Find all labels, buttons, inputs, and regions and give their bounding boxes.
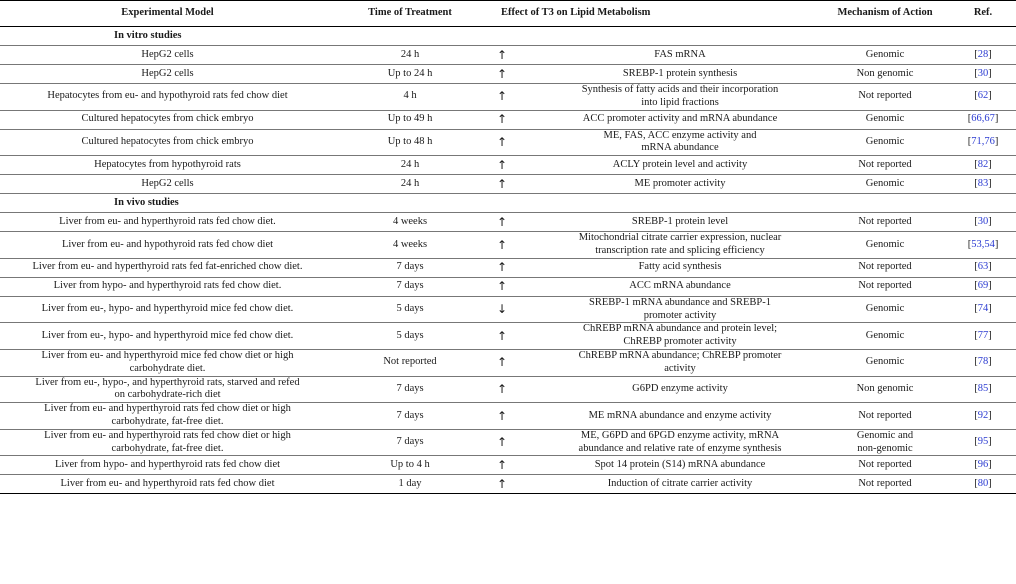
- reference-cell: [950, 323, 1016, 350]
- ref-open-bracket: [: [974, 356, 978, 368]
- reference-link[interactable]: 30: [977, 215, 989, 227]
- header-row: [0, 1, 1016, 27]
- effect-cell: ACC mRNA abundance: [629, 280, 731, 292]
- effect-direction-arrow-icon: ↑: [497, 89, 508, 104]
- mechanism-cell: Not reported: [858, 458, 912, 470]
- ref-close-bracket: ]: [988, 436, 992, 448]
- reference-cell: [950, 84, 1016, 111]
- ref-open-bracket: [: [974, 477, 978, 489]
- experimental-model-cell: Cultured hepatocytes from chick embryo: [81, 113, 254, 125]
- experimental-model-cell: Liver from hypo- and hyperthyroid rats fed chow diet.: [53, 280, 282, 292]
- ref-open-bracket: [: [974, 90, 978, 102]
- table-row: [0, 175, 1016, 194]
- time-of-treatment-cell: 7 days: [396, 436, 424, 448]
- effect-cell: SREBP-1 protein synthesis: [622, 67, 738, 79]
- mechanism-cell: Non genomic: [856, 382, 914, 394]
- section-filler-effect: [540, 27, 820, 46]
- section-row: [0, 27, 1016, 46]
- ref-close-bracket: ]: [994, 238, 999, 250]
- effect-direction-arrow-icon: ↑: [497, 176, 508, 191]
- ref-close-bracket: ]: [988, 458, 992, 470]
- header-time-of-treatment: Time of Treatment: [335, 1, 485, 27]
- table-row: [0, 429, 1016, 456]
- ref-open-bracket: [: [974, 409, 978, 421]
- time-of-treatment-cell: 7 days: [396, 280, 424, 292]
- header-experimental-model: Experimental Model: [0, 1, 335, 27]
- reference-link[interactable]: 80: [977, 477, 989, 489]
- reference-cell: [950, 376, 1016, 403]
- ref-open-bracket: [: [967, 238, 972, 250]
- effect-cell: G6PD enzyme activity: [632, 382, 728, 394]
- mechanism-cell: Not reported: [858, 409, 912, 421]
- reference-link[interactable]: 85: [977, 382, 989, 394]
- experimental-model-cell: Liver from eu- and hyperthyroid rats fed chow diet: [60, 477, 275, 489]
- effect-direction-arrow-icon: ↑: [497, 328, 508, 343]
- effect-cell: ChREBP mRNA abundance and protein level; ChREBP promoter activity: [582, 323, 778, 348]
- time-of-treatment-cell: 24 h: [400, 177, 420, 189]
- mechanism-cell: Non genomic: [856, 67, 914, 79]
- time-of-treatment-cell: 4 weeks: [392, 215, 428, 227]
- experimental-model-cell: Cultured hepatocytes from chick embryo: [81, 135, 254, 147]
- effect-direction-arrow-icon: ↑: [497, 279, 508, 294]
- time-of-treatment-cell: Up to 4 h: [390, 458, 430, 470]
- time-of-treatment-cell: 7 days: [396, 261, 424, 273]
- effect-cell: ACLY protein level and activity: [612, 158, 748, 170]
- ref-open-bracket: [: [974, 329, 978, 341]
- ref-close-bracket: ]: [994, 113, 999, 125]
- ref-close-bracket: ]: [988, 67, 992, 79]
- effect-cell: Mitochondrial citrate carrier expression, nuclear transcription rate and splicing efficiency: [578, 232, 782, 256]
- effect-direction-arrow-icon: ↑: [497, 477, 508, 492]
- effect-cell: ME promoter activity: [634, 177, 726, 189]
- experimental-model-cell: Liver from eu- and hyperthyroid rats fed chow diet or high carbohydrate, fat-free diet.: [44, 429, 291, 454]
- effect-cell: Synthesis of fatty acids and their incorporation into lipid fractions: [581, 84, 779, 108]
- effect-direction-arrow-icon: ↑: [497, 66, 508, 81]
- effect-cell: Induction of citrate carrier activity: [607, 477, 753, 489]
- section-filler-mechanism: [820, 194, 950, 213]
- effect-cell: ACC promoter activity and mRNA abundance: [582, 113, 778, 125]
- header-effect: Effect of T3 on Lipid Metabolism: [485, 1, 820, 27]
- time-of-treatment-cell: Up to 49 h: [387, 113, 433, 125]
- ref-open-bracket: [: [974, 280, 978, 292]
- time-of-treatment-cell: 1 day: [398, 477, 422, 489]
- time-of-treatment-cell: 7 days: [396, 382, 424, 394]
- ref-close-bracket: ]: [988, 261, 992, 273]
- experimental-model-cell: Hepatocytes from eu- and hypothyroid rats fed chow diet: [47, 90, 288, 102]
- table-row: [0, 456, 1016, 475]
- reference-link[interactable]: 28: [977, 48, 989, 60]
- experimental-model-cell: Liver from hypo- and hyperthyroid rats fed chow diet: [54, 458, 281, 470]
- effect-direction-arrow-icon: ↑: [497, 112, 508, 127]
- effect-direction-arrow-icon: ↑: [497, 237, 508, 252]
- reference-link[interactable]: 96: [977, 458, 989, 470]
- effect-cell: Spot 14 protein (S14) mRNA abundance: [594, 458, 766, 470]
- effect-direction-arrow-icon: ↑: [497, 260, 508, 275]
- effect-direction-arrow-icon: ↓: [497, 302, 508, 317]
- section-filler-effect: [540, 194, 820, 213]
- ref-close-bracket: ]: [988, 409, 992, 421]
- ref-open-bracket: [: [967, 135, 972, 147]
- time-of-treatment-cell: 5 days: [396, 303, 424, 315]
- ref-close-bracket: ]: [988, 177, 992, 189]
- reference-link[interactable]: 66,67: [971, 113, 995, 125]
- section-filler-time: [335, 27, 485, 46]
- mechanism-cell: Genomic: [865, 177, 905, 189]
- mechanism-cell: Not reported: [858, 477, 912, 489]
- mechanism-cell: Genomic: [865, 48, 905, 60]
- time-of-treatment-cell: 24 h: [400, 48, 420, 60]
- effect-direction-arrow-icon: ↑: [497, 214, 508, 229]
- ref-open-bracket: [: [974, 158, 978, 170]
- table-row: [0, 349, 1016, 376]
- section-filler-ref: [950, 27, 1016, 46]
- effect-direction-arrow-icon: ↑: [497, 135, 508, 150]
- experimental-model-cell: Liver from eu-, hypo-, and hyperthyroid rats, starved and refed on carbohydrate-rich diet: [35, 376, 300, 401]
- ref-open-bracket: [: [974, 67, 978, 79]
- effect-direction-arrow-icon: ↑: [497, 355, 508, 370]
- reference-cell: [950, 46, 1016, 65]
- reference-cell: [950, 65, 1016, 84]
- effect-cell: ME, FAS, ACC enzyme activity and mRNA abundance: [603, 129, 757, 154]
- table-row: [0, 129, 1016, 156]
- reference-link[interactable]: 71,76: [971, 135, 995, 147]
- table-row: [0, 258, 1016, 277]
- ref-close-bracket: ]: [988, 215, 992, 227]
- time-of-treatment-cell: 24 h: [400, 158, 420, 170]
- section-filler-arrow: [485, 194, 540, 213]
- reference-cell: [950, 475, 1016, 494]
- ref-open-bracket: [: [974, 261, 978, 273]
- ref-open-bracket: [: [974, 458, 978, 470]
- mechanism-cell: Not reported: [858, 90, 912, 102]
- reference-cell: [950, 277, 1016, 296]
- reference-link[interactable]: 77: [977, 329, 989, 341]
- ref-open-bracket: [: [974, 303, 978, 315]
- ref-open-bracket: [: [974, 436, 978, 448]
- table-row: [0, 323, 1016, 350]
- mechanism-cell: Genomic: [865, 329, 905, 341]
- experimental-model-cell: Liver from eu- and hyperthyroid mice fed chow diet or high carbohydrate diet.: [41, 349, 294, 374]
- effect-direction-arrow-icon: ↑: [497, 458, 508, 473]
- reference-link[interactable]: 82: [977, 158, 989, 170]
- reference-cell: [950, 296, 1016, 323]
- table-row: [0, 475, 1016, 494]
- ref-close-bracket: ]: [988, 303, 992, 315]
- section-filler-time: [335, 194, 485, 213]
- reference-cell: [950, 110, 1016, 129]
- table-row: [0, 110, 1016, 129]
- ref-close-bracket: ]: [988, 158, 992, 170]
- table-body: [0, 27, 1016, 494]
- table-row: [0, 376, 1016, 403]
- time-of-treatment-cell: 4 h: [403, 90, 417, 102]
- reference-link[interactable]: 53,54: [971, 238, 995, 250]
- mechanism-cell: Not reported: [858, 158, 912, 170]
- ref-open-bracket: [: [974, 382, 978, 394]
- ref-open-bracket: [: [967, 113, 972, 125]
- effect-cell: ME, G6PD and 6PGD enzyme activity, mRNA abundance and relative rate of enzyme synthesis: [578, 429, 782, 454]
- effect-direction-arrow-icon: ↑: [497, 47, 508, 62]
- reference-link[interactable]: 62: [977, 90, 989, 102]
- table-row: [0, 232, 1016, 259]
- mechanism-cell: Genomic: [865, 303, 905, 315]
- experimental-model-cell: Liver from eu- and hypothyroid rats fed chow diet: [61, 238, 274, 250]
- table-row: [0, 65, 1016, 84]
- ref-close-bracket: ]: [988, 477, 992, 489]
- reference-cell: [950, 456, 1016, 475]
- table-row: [0, 46, 1016, 65]
- time-of-treatment-cell: 4 weeks: [392, 238, 428, 250]
- header-mechanism: Mechanism of Action: [820, 1, 950, 27]
- mechanism-cell: Not reported: [858, 261, 912, 273]
- mechanism-cell: Genomic: [865, 356, 905, 368]
- experimental-model-cell: Liver from eu- and hyperthyroid rats fed fat-enriched chow diet.: [32, 261, 303, 273]
- ref-close-bracket: ]: [988, 356, 992, 368]
- ref-close-bracket: ]: [988, 382, 992, 394]
- effect-cell: SREBP-1 mRNA abundance and SREBP-1 promoter activity: [588, 296, 771, 321]
- effect-direction-arrow-icon: ↑: [497, 382, 508, 397]
- time-of-treatment-cell: 7 days: [396, 409, 424, 421]
- experimental-model-cell: Liver from eu-, hypo- and hyperthyroid mice fed chow diet.: [41, 303, 294, 315]
- section-title: In vivo studies: [114, 196, 179, 208]
- table-row: [0, 277, 1016, 296]
- effect-cell: SREBP-1 protein level: [631, 215, 729, 227]
- section-title: In vitro studies: [114, 29, 182, 41]
- reference-link[interactable]: 95: [977, 436, 989, 448]
- ref-close-bracket: ]: [988, 329, 992, 341]
- section-filler-arrow: [485, 27, 540, 46]
- mechanism-cell: Genomic and non-genomic: [856, 429, 914, 454]
- effect-cell: ME mRNA abundance and enzyme activity: [588, 409, 772, 421]
- mechanism-cell: Genomic: [865, 238, 905, 250]
- ref-close-bracket: ]: [988, 90, 992, 102]
- ref-close-bracket: ]: [994, 135, 999, 147]
- effect-cell: FAS mRNA: [654, 48, 706, 60]
- table-header: [0, 1, 1016, 27]
- table-row: [0, 403, 1016, 430]
- table-row: [0, 213, 1016, 232]
- time-of-treatment-cell: 5 days: [396, 329, 424, 341]
- experimental-model-cell: HepG2 cells: [141, 48, 194, 60]
- reference-link[interactable]: 78: [977, 356, 989, 368]
- experimental-model-cell: Liver from eu- and hyperthyroid rats fed chow diet or high carbohydrate, fat-free diet.: [44, 403, 291, 427]
- reference-link[interactable]: 30: [977, 67, 989, 79]
- reference-cell: [950, 175, 1016, 194]
- reference-link[interactable]: 83: [977, 177, 989, 189]
- experimental-model-cell: HepG2 cells: [141, 177, 194, 189]
- mechanism-cell: Genomic: [865, 113, 905, 125]
- experimental-model-cell: HepG2 cells: [141, 67, 194, 79]
- ref-close-bracket: ]: [988, 280, 992, 292]
- effect-direction-arrow-icon: ↑: [497, 157, 508, 172]
- reference-link[interactable]: 63: [977, 261, 989, 273]
- effect-direction-arrow-icon: ↑: [497, 435, 508, 450]
- table-row: [0, 296, 1016, 323]
- effect-cell: ChREBP mRNA abundance; ChREBP promoter activity: [578, 349, 782, 374]
- section-filler-ref: [950, 194, 1016, 213]
- reference-cell: [950, 403, 1016, 430]
- experimental-model-cell: Hepatocytes from hypothyroid rats: [94, 158, 241, 170]
- reference-cell: [950, 429, 1016, 456]
- section-row: [0, 194, 1016, 213]
- ref-close-bracket: ]: [988, 48, 992, 60]
- time-of-treatment-cell: Up to 48 h: [387, 135, 433, 147]
- reference-link[interactable]: 74: [977, 303, 989, 315]
- reference-cell: [950, 213, 1016, 232]
- table-row: [0, 156, 1016, 175]
- header-ref: Ref.: [950, 1, 1016, 27]
- reference-cell: [950, 232, 1016, 259]
- reference-cell: [950, 349, 1016, 376]
- reference-cell: [950, 129, 1016, 156]
- experimental-model-cell: Liver from eu-, hypo- and hyperthyroid mice fed chow diet.: [41, 329, 294, 341]
- reference-link[interactable]: 92: [977, 409, 989, 421]
- mechanism-cell: Not reported: [858, 280, 912, 292]
- reference-cell: [950, 258, 1016, 277]
- time-of-treatment-cell: Not reported: [383, 356, 437, 368]
- section-filler-mechanism: [820, 27, 950, 46]
- reference-link[interactable]: 69: [977, 280, 989, 292]
- ref-open-bracket: [: [974, 177, 978, 189]
- effect-direction-arrow-icon: ↑: [497, 408, 508, 423]
- ref-open-bracket: [: [974, 48, 978, 60]
- table-row: [0, 84, 1016, 111]
- mechanism-cell: Genomic: [865, 135, 905, 147]
- experimental-model-cell: Liver from eu- and hyperthyroid rats fed chow diet.: [59, 215, 276, 227]
- time-of-treatment-cell: Up to 24 h: [387, 67, 433, 79]
- ref-open-bracket: [: [974, 215, 978, 227]
- effect-cell: Fatty acid synthesis: [638, 261, 722, 273]
- mechanism-cell: Not reported: [858, 215, 912, 227]
- reference-cell: [950, 156, 1016, 175]
